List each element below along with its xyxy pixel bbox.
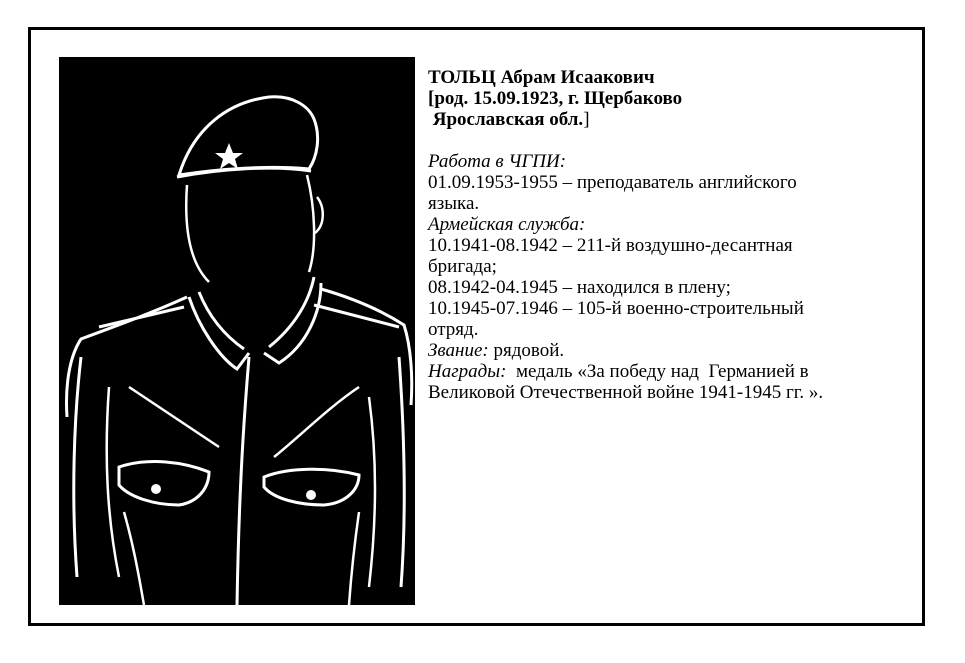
spacer: [428, 130, 918, 151]
soldier-silhouette-portrait: [59, 57, 415, 605]
birth-region: Ярославская обл.: [432, 109, 584, 130]
army-entry-1-line2: бригада;: [428, 256, 497, 277]
work-line1: 01.09.1953-1955 – преподаватель английского: [428, 172, 797, 193]
army-entry-3-line2: отряд.: [428, 319, 479, 340]
army-entry-2: 08.1942-04.1945 – находился в плену;: [428, 277, 731, 298]
person-name: ТОЛЬЦ Абрам Исаакович: [428, 67, 655, 88]
rank-value: рядовой.: [488, 340, 565, 361]
birth-info-line2: [428, 109, 918, 130]
army-heading: Армейская служба:: [428, 214, 586, 235]
work-heading: Работа в ЧГПИ:: [428, 151, 567, 172]
army-entry-3-line1: 10.1945-07.1946 – 105-й военно-строительный: [428, 298, 804, 319]
rank-line: [428, 340, 918, 361]
awards-line2: Великовой Отечественной войне 1941-1945 гг. ».: [428, 382, 824, 403]
birth-bracket: ]: [583, 109, 590, 130]
awards-label: Награды:: [428, 361, 507, 382]
awards-line1: [428, 361, 918, 382]
awards-text1: медаль «За победу над Германией в: [506, 361, 809, 382]
birth-info-line1: [род. 15.09.1923, г. Щербаково: [428, 88, 683, 109]
soldier-silhouette-icon: [59, 57, 415, 605]
work-line2: языка.: [428, 193, 480, 214]
biography-text: [428, 67, 918, 403]
army-entry-1-line1: 10.1941-08.1942 – 211-й воздушно-десантная: [428, 235, 793, 256]
rank-label: Звание:: [428, 340, 489, 361]
